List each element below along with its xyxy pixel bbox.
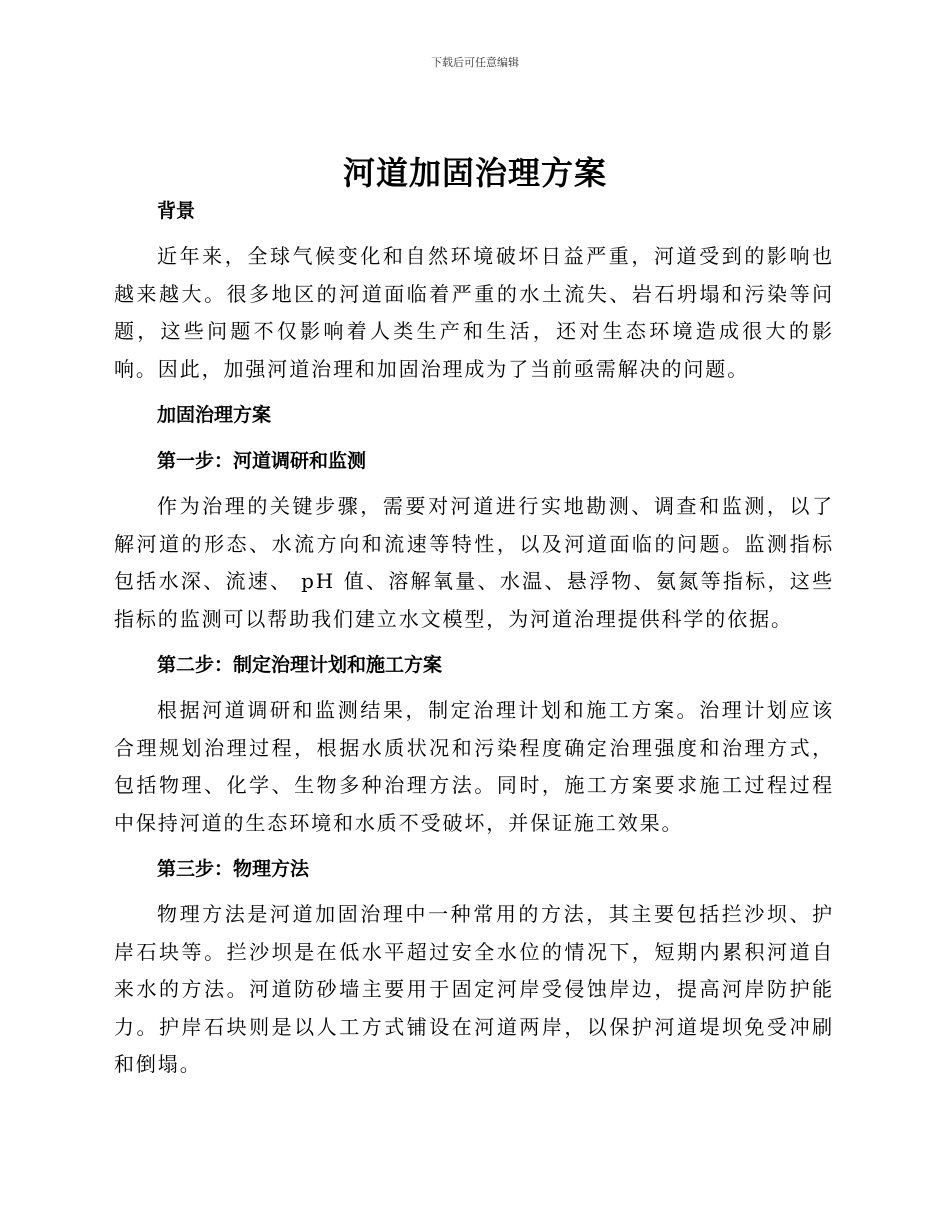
section-heading-step-3: 第三步：物理方法	[157, 858, 310, 880]
document-body	[114, 192, 834, 1092]
page-header: 下载后可任意编辑	[431, 56, 519, 69]
section-paragraph-background: 近年来，全球气候变化和自然环境破坏日益严重，河道受到的影响也越来越大。很多地区的河道面临着严重的水土流失、岩石坍塌和污染等问题，这些问题不仅影响着人类生产和生活，还对生态环境造成很大的影响。因此，加强河道治理和加固治理成为了当前亟需解决的问题。	[114, 244, 834, 381]
section-heading-plan: 加固治理方案	[157, 404, 272, 426]
section-paragraph-step-1: 作为治理的关键步骤，需要对河道进行实地勘测、调查和监测，以了解河道的形态、水流方向和流速等特性，以及河道面临的问题。监测指标包括水深、流速、 pH 值、溶解氧量、水温、悬浮物、氨氮等指标，这些指标的监测可以帮助我们建立水文模型，为河道治理提供科学的依据。	[114, 494, 834, 631]
section-heading-step-2: 第二步：制定治理计划和施工方案	[157, 654, 443, 676]
section-heading-step-1: 第一步：河道调研和监测	[157, 450, 367, 472]
section-paragraph-step-2: 根据河道调研和监测结果，制定治理计划和施工方案。治理计划应该合理规划治理过程，根据水质状况和污染程度确定治理强度和治理方式，包括物理、化学、生物多种治理方法。同时，施工方案要求施工过程过程中保持河道的生态环境和水质不受破坏，并保证施工效果。	[114, 698, 834, 835]
section-heading-background: 背景	[157, 200, 196, 222]
document-title: 河道加固治理方案	[342, 154, 607, 192]
section-paragraph-step-3: 物理方法是河道加固治理中一种常用的方法，其主要包括拦沙坝、护岸石块等。拦沙坝是在低水平超过安全水位的情况下，短期内累积河道自来水的方法。河道防砂墙主要用于固定河岸受侵蚀岸边，提高河岸防护能力。护岸石块则是以人工方式铺设在河道两岸，以保护河道堤坝免受冲刷和倒塌。	[114, 902, 834, 1076]
